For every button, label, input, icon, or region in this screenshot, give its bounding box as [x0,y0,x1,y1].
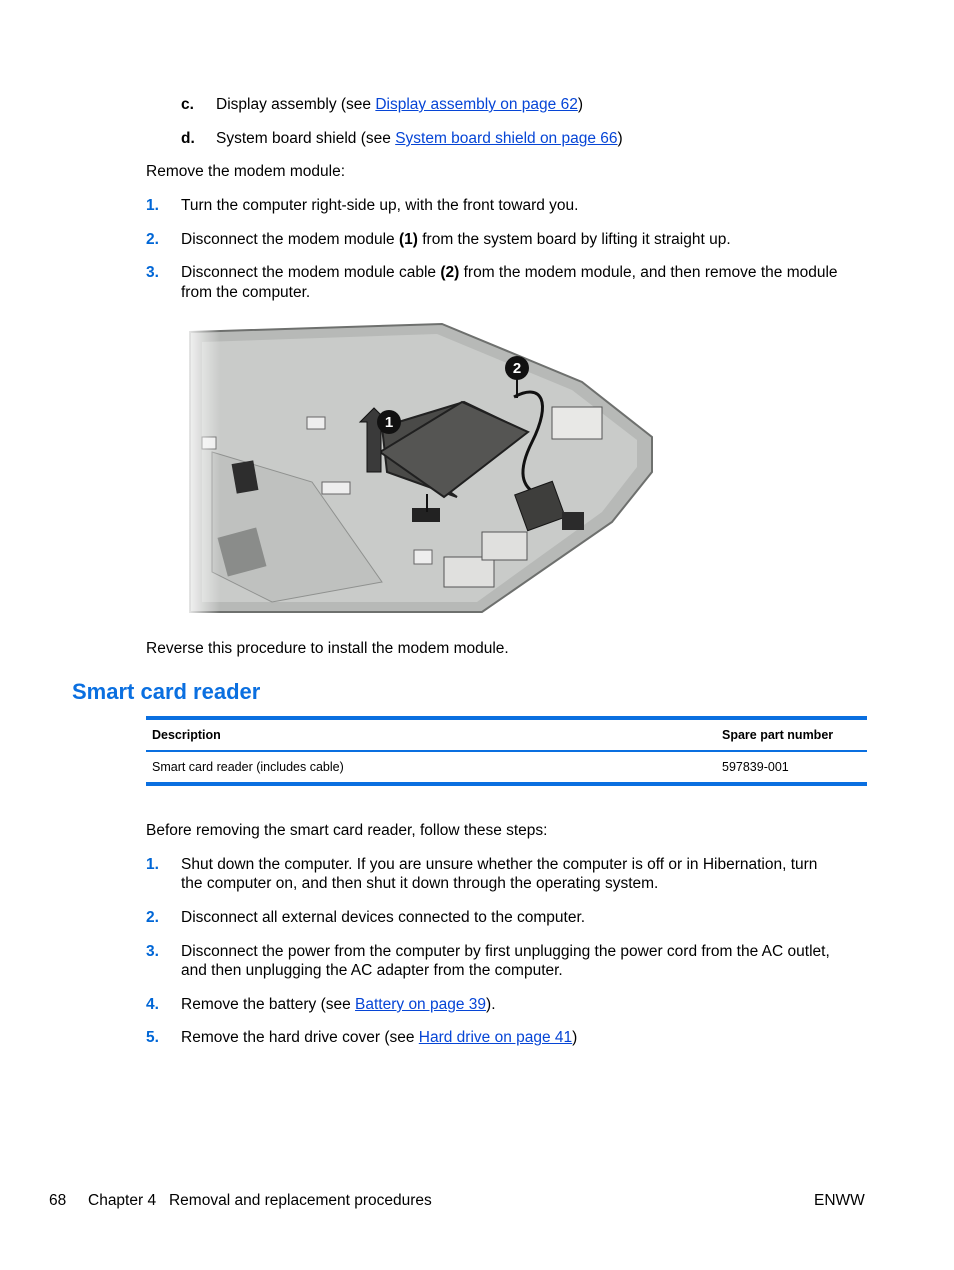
step-text: Shut down the computer. If you are unsure whether the computer is off or in Hibernation, turn [181,856,818,873]
footer-chapter: Chapter 4 Removal and replacement procedures [88,1192,432,1209]
step-text-part: Remove the hard drive cover (see [181,1029,419,1046]
table-top-rule [146,716,867,720]
step-text-part: Disconnect the modem module cable [181,264,441,281]
list-item-d-text [216,129,623,148]
list-text: ) [577,96,584,113]
step-text-continued: and then unplugging the AC adapter from the computer. [181,962,563,979]
list-text: Display assembly (see [216,96,376,113]
step-text: Disconnect all external devices connected to the computer. [181,909,586,926]
step-number: 1. [146,856,159,873]
table-cell: Smart card reader (includes cable) [152,760,344,774]
section-title: Smart card reader [72,679,261,704]
footer-enww: ENWW [814,1192,865,1209]
step-text-part: ). [486,996,496,1013]
step-text [181,230,731,249]
step-text-continued: from the computer. [181,284,311,301]
list-item-c-text [216,95,583,114]
step-text-part: ) [572,1029,578,1046]
step-number: 5. [146,1029,159,1046]
step-text-part: Remove the battery (see [181,996,356,1013]
step-text-part: from the system board by lifting it straight up. [417,231,731,248]
display-assembly-link[interactable]: Display assembly on page 62 [375,96,578,113]
step-number: 2. [146,231,159,248]
step-number: 4. [146,996,159,1013]
callout-ref: (1) [398,231,418,248]
modem-intro: Remove the modem module: [146,163,346,180]
system-board-shield-link[interactable]: System board shield on page 66 [395,130,618,147]
table-header-spare-part: Spare part number [722,728,834,742]
list-text: ) [617,130,623,147]
reverse-note: Reverse this procedure to install the modem module. [146,640,509,657]
step-number: 1. [146,197,159,214]
step-text: Disconnect the power from the computer by first unplugging the power cord from the AC outlet, [181,943,830,960]
step-text [181,263,838,282]
table-cell: 597839-001 [722,760,789,774]
table-header-rule [146,750,867,752]
step-text-part: Disconnect the modem module [181,231,399,248]
table-bottom-rule [146,782,867,786]
list-label: d. [181,130,195,147]
list-label: c. [181,96,194,113]
step-text [181,995,496,1014]
step-number: 3. [146,264,159,281]
hard-drive-link[interactable]: Hard drive on page 41 [418,1029,573,1046]
step-number: 3. [146,943,159,960]
illustration-svg [182,322,660,618]
step-text-continued: the computer on, and then shut it down through the operating system. [181,875,659,892]
table-header-description: Description [152,728,221,742]
modem-module-illustration [182,322,660,618]
list-text: System board shield (see [216,130,396,147]
callout-ref: (2) [440,264,460,281]
step-text-part: from the modem module, and then remove the module [459,264,838,281]
step-text: Turn the computer right-side up, with the front toward you. [181,197,579,214]
section-intro: Before removing the smart card reader, follow these steps: [146,822,548,839]
battery-link[interactable]: Battery on page 39 [355,996,487,1013]
step-text [181,1028,577,1047]
list-item-d [181,129,195,148]
list-item-c [181,95,194,114]
step-number: 2. [146,909,159,926]
page-number: 68 [49,1192,67,1209]
